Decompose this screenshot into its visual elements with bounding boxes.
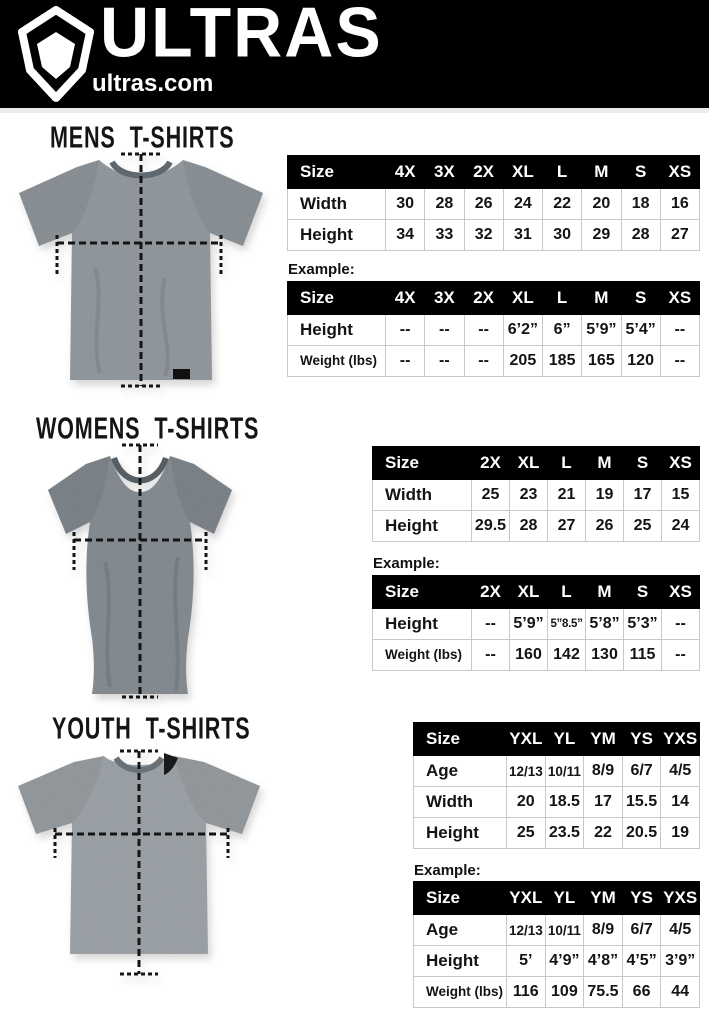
column-header: L <box>543 156 582 189</box>
column-header: L <box>548 576 586 609</box>
table-header-row <box>373 447 700 480</box>
table-row <box>288 220 700 251</box>
column-header: S <box>621 156 660 189</box>
youth-section-title: YOUTH T-SHIRTS <box>52 711 251 746</box>
womens-section-title: WOMENS T-SHIRTS <box>36 411 260 446</box>
cell-value: 44 <box>661 977 700 1008</box>
cell-value: 19 <box>586 480 624 511</box>
column-header: 2X <box>464 282 503 315</box>
row-label: Weight (lbs) <box>414 977 507 1008</box>
cell-value: 15 <box>662 480 700 511</box>
column-header: YL <box>545 882 584 915</box>
cell-value: 3’9” <box>661 946 700 977</box>
cell-value: -- <box>425 346 464 377</box>
cell-value: -- <box>464 346 503 377</box>
table-header-row <box>288 156 700 189</box>
column-header: YL <box>545 723 584 756</box>
cell-value: 115 <box>624 640 662 671</box>
row-label: Age <box>414 756 507 787</box>
row-label: Weight (lbs) <box>373 640 472 671</box>
column-header: XS <box>660 156 699 189</box>
cell-value: 15.5 <box>622 787 661 818</box>
mens-shirt-tag <box>173 369 190 379</box>
column-header: YXL <box>507 723 546 756</box>
cell-value: -- <box>472 609 510 640</box>
cell-value: -- <box>662 640 700 671</box>
row-label: Height <box>373 511 472 542</box>
cell-value: 20 <box>582 189 621 220</box>
cell-value: 5”8.5” <box>548 609 586 640</box>
cell-value: 25 <box>624 511 662 542</box>
row-label: Height <box>288 315 386 346</box>
column-header: 2X <box>472 576 510 609</box>
column-header: XL <box>510 576 548 609</box>
column-header: 3X <box>425 156 464 189</box>
womens-tshirt-image <box>30 442 250 700</box>
column-header: M <box>582 282 621 315</box>
column-header: 4X <box>386 282 425 315</box>
cell-value: -- <box>386 315 425 346</box>
cell-value: 5’3” <box>624 609 662 640</box>
cell-value: 28 <box>621 220 660 251</box>
column-header: YXL <box>507 882 546 915</box>
womens-example-label: Example: <box>373 555 440 572</box>
table-row <box>373 609 700 640</box>
cell-value: 66 <box>622 977 661 1008</box>
column-header: 3X <box>425 282 464 315</box>
cell-value: 23.5 <box>545 818 584 849</box>
column-header: YXS <box>661 723 700 756</box>
cell-value: 29.5 <box>472 511 510 542</box>
table-row <box>288 315 700 346</box>
mens-size-table <box>287 155 700 251</box>
column-header: M <box>586 576 624 609</box>
cell-value: 23 <box>510 480 548 511</box>
cell-value: 34 <box>386 220 425 251</box>
table-row <box>414 946 700 977</box>
table-header-row <box>373 576 700 609</box>
cell-value: -- <box>662 609 700 640</box>
cell-value: 5’4” <box>621 315 660 346</box>
cell-value: 4/5 <box>661 915 700 946</box>
column-header: S <box>624 576 662 609</box>
cell-value: 20 <box>507 787 546 818</box>
cell-value: 205 <box>503 346 542 377</box>
row-label: Height <box>414 946 507 977</box>
cell-value: -- <box>660 346 699 377</box>
cell-value: 6/7 <box>622 915 661 946</box>
row-label: Width <box>288 189 386 220</box>
youth-tshirt-image <box>8 748 270 983</box>
cell-value: 21 <box>548 480 586 511</box>
table-row <box>414 977 700 1008</box>
cell-value: 16 <box>660 189 699 220</box>
table-row <box>373 480 700 511</box>
cell-value: 24 <box>503 189 542 220</box>
cell-value: 12/13 <box>507 915 546 946</box>
cell-value: 5’9” <box>582 315 621 346</box>
cell-value: 27 <box>548 511 586 542</box>
table-header-row <box>288 282 700 315</box>
column-header: XL <box>503 282 542 315</box>
cell-value: 116 <box>507 977 546 1008</box>
table-row <box>373 511 700 542</box>
table-header-row <box>414 723 700 756</box>
youth-size-table <box>413 722 700 849</box>
mens-example-label: Example: <box>288 261 355 278</box>
cell-value: 24 <box>662 511 700 542</box>
row-label: Height <box>414 818 507 849</box>
row-label: Height <box>288 220 386 251</box>
size-column-header: Size <box>373 447 472 480</box>
table-row <box>414 756 700 787</box>
cell-value: 5’ <box>507 946 546 977</box>
mens-section-title: MENS T-SHIRTS <box>50 120 235 155</box>
cell-value: 5’8” <box>586 609 624 640</box>
table-row <box>414 787 700 818</box>
cell-value: 30 <box>386 189 425 220</box>
cell-value: 18.5 <box>545 787 584 818</box>
size-column-header: Size <box>288 156 386 189</box>
brand-title: ULTRAS <box>100 0 383 73</box>
cell-value: 17 <box>584 787 623 818</box>
cell-value: 165 <box>582 346 621 377</box>
column-header: S <box>624 447 662 480</box>
cell-value: 4’8” <box>584 946 623 977</box>
youth-example-table <box>413 881 700 1008</box>
column-header: L <box>548 447 586 480</box>
column-header: M <box>582 156 621 189</box>
cell-value: 28 <box>425 189 464 220</box>
cell-value: 29 <box>582 220 621 251</box>
cell-value: 22 <box>543 189 582 220</box>
cell-value: 33 <box>425 220 464 251</box>
column-header: XS <box>660 282 699 315</box>
column-header: S <box>621 282 660 315</box>
column-header: XS <box>662 447 700 480</box>
column-header: YS <box>622 882 661 915</box>
row-label: Age <box>414 915 507 946</box>
cell-value: 14 <box>661 787 700 818</box>
cell-value: 142 <box>548 640 586 671</box>
womens-example-table <box>372 575 700 671</box>
cell-value: 10/11 <box>545 915 584 946</box>
cell-value: 160 <box>510 640 548 671</box>
cell-value: 109 <box>545 977 584 1008</box>
size-column-header: Size <box>288 282 386 315</box>
table-row <box>373 640 700 671</box>
cell-value: 19 <box>661 818 700 849</box>
cell-value: 120 <box>621 346 660 377</box>
column-header: XL <box>510 447 548 480</box>
womens-size-table <box>372 446 700 542</box>
cell-value: 8/9 <box>584 756 623 787</box>
cell-value: -- <box>660 315 699 346</box>
cell-value: 20.5 <box>622 818 661 849</box>
site-url: ultras.com <box>92 70 214 97</box>
column-header: YM <box>584 723 623 756</box>
cell-value: 4’5” <box>622 946 661 977</box>
cell-value: 28 <box>510 511 548 542</box>
cell-value: 18 <box>621 189 660 220</box>
cell-value: 25 <box>507 818 546 849</box>
cell-value: 30 <box>543 220 582 251</box>
cell-value: 6/7 <box>622 756 661 787</box>
column-header: XL <box>503 156 542 189</box>
cell-value: -- <box>425 315 464 346</box>
size-column-header: Size <box>414 882 507 915</box>
column-header: YS <box>622 723 661 756</box>
mens-example-table <box>287 281 700 377</box>
row-label: Width <box>414 787 507 818</box>
cell-value: -- <box>472 640 510 671</box>
cell-value: 10/11 <box>545 756 584 787</box>
cell-value: 25 <box>472 480 510 511</box>
column-header: M <box>586 447 624 480</box>
youth-example-label: Example: <box>414 862 481 879</box>
site-header <box>0 0 709 113</box>
cell-value: 31 <box>503 220 542 251</box>
column-header: XS <box>662 576 700 609</box>
cell-value: 6’2” <box>503 315 542 346</box>
table-row <box>288 346 700 377</box>
cell-value: 22 <box>584 818 623 849</box>
table-row <box>414 818 700 849</box>
cell-value: 32 <box>464 220 503 251</box>
cell-value: 12/13 <box>507 756 546 787</box>
column-header: YXS <box>661 882 700 915</box>
size-column-header: Size <box>373 576 472 609</box>
row-label: Weight (lbs) <box>288 346 386 377</box>
size-column-header: Size <box>414 723 507 756</box>
cell-value: 185 <box>543 346 582 377</box>
column-header: 2X <box>464 156 503 189</box>
cell-value: 75.5 <box>584 977 623 1008</box>
table-row <box>414 915 700 946</box>
cell-value: 17 <box>624 480 662 511</box>
cell-value: 5’9” <box>510 609 548 640</box>
column-header: 2X <box>472 447 510 480</box>
mens-tshirt-image <box>5 148 277 396</box>
cell-value: 130 <box>586 640 624 671</box>
cell-value: -- <box>464 315 503 346</box>
cell-value: 26 <box>464 189 503 220</box>
cell-value: 8/9 <box>584 915 623 946</box>
table-header-row <box>414 882 700 915</box>
table-row <box>288 189 700 220</box>
column-header: YM <box>584 882 623 915</box>
cell-value: 27 <box>660 220 699 251</box>
cell-value: 26 <box>586 511 624 542</box>
cell-value: 4/5 <box>661 756 700 787</box>
row-label: Width <box>373 480 472 511</box>
column-header: 4X <box>386 156 425 189</box>
cell-value: -- <box>386 346 425 377</box>
row-label: Height <box>373 609 472 640</box>
ultras-logo-icon <box>16 5 96 103</box>
cell-value: 6” <box>543 315 582 346</box>
cell-value: 4’9” <box>545 946 584 977</box>
column-header: L <box>543 282 582 315</box>
